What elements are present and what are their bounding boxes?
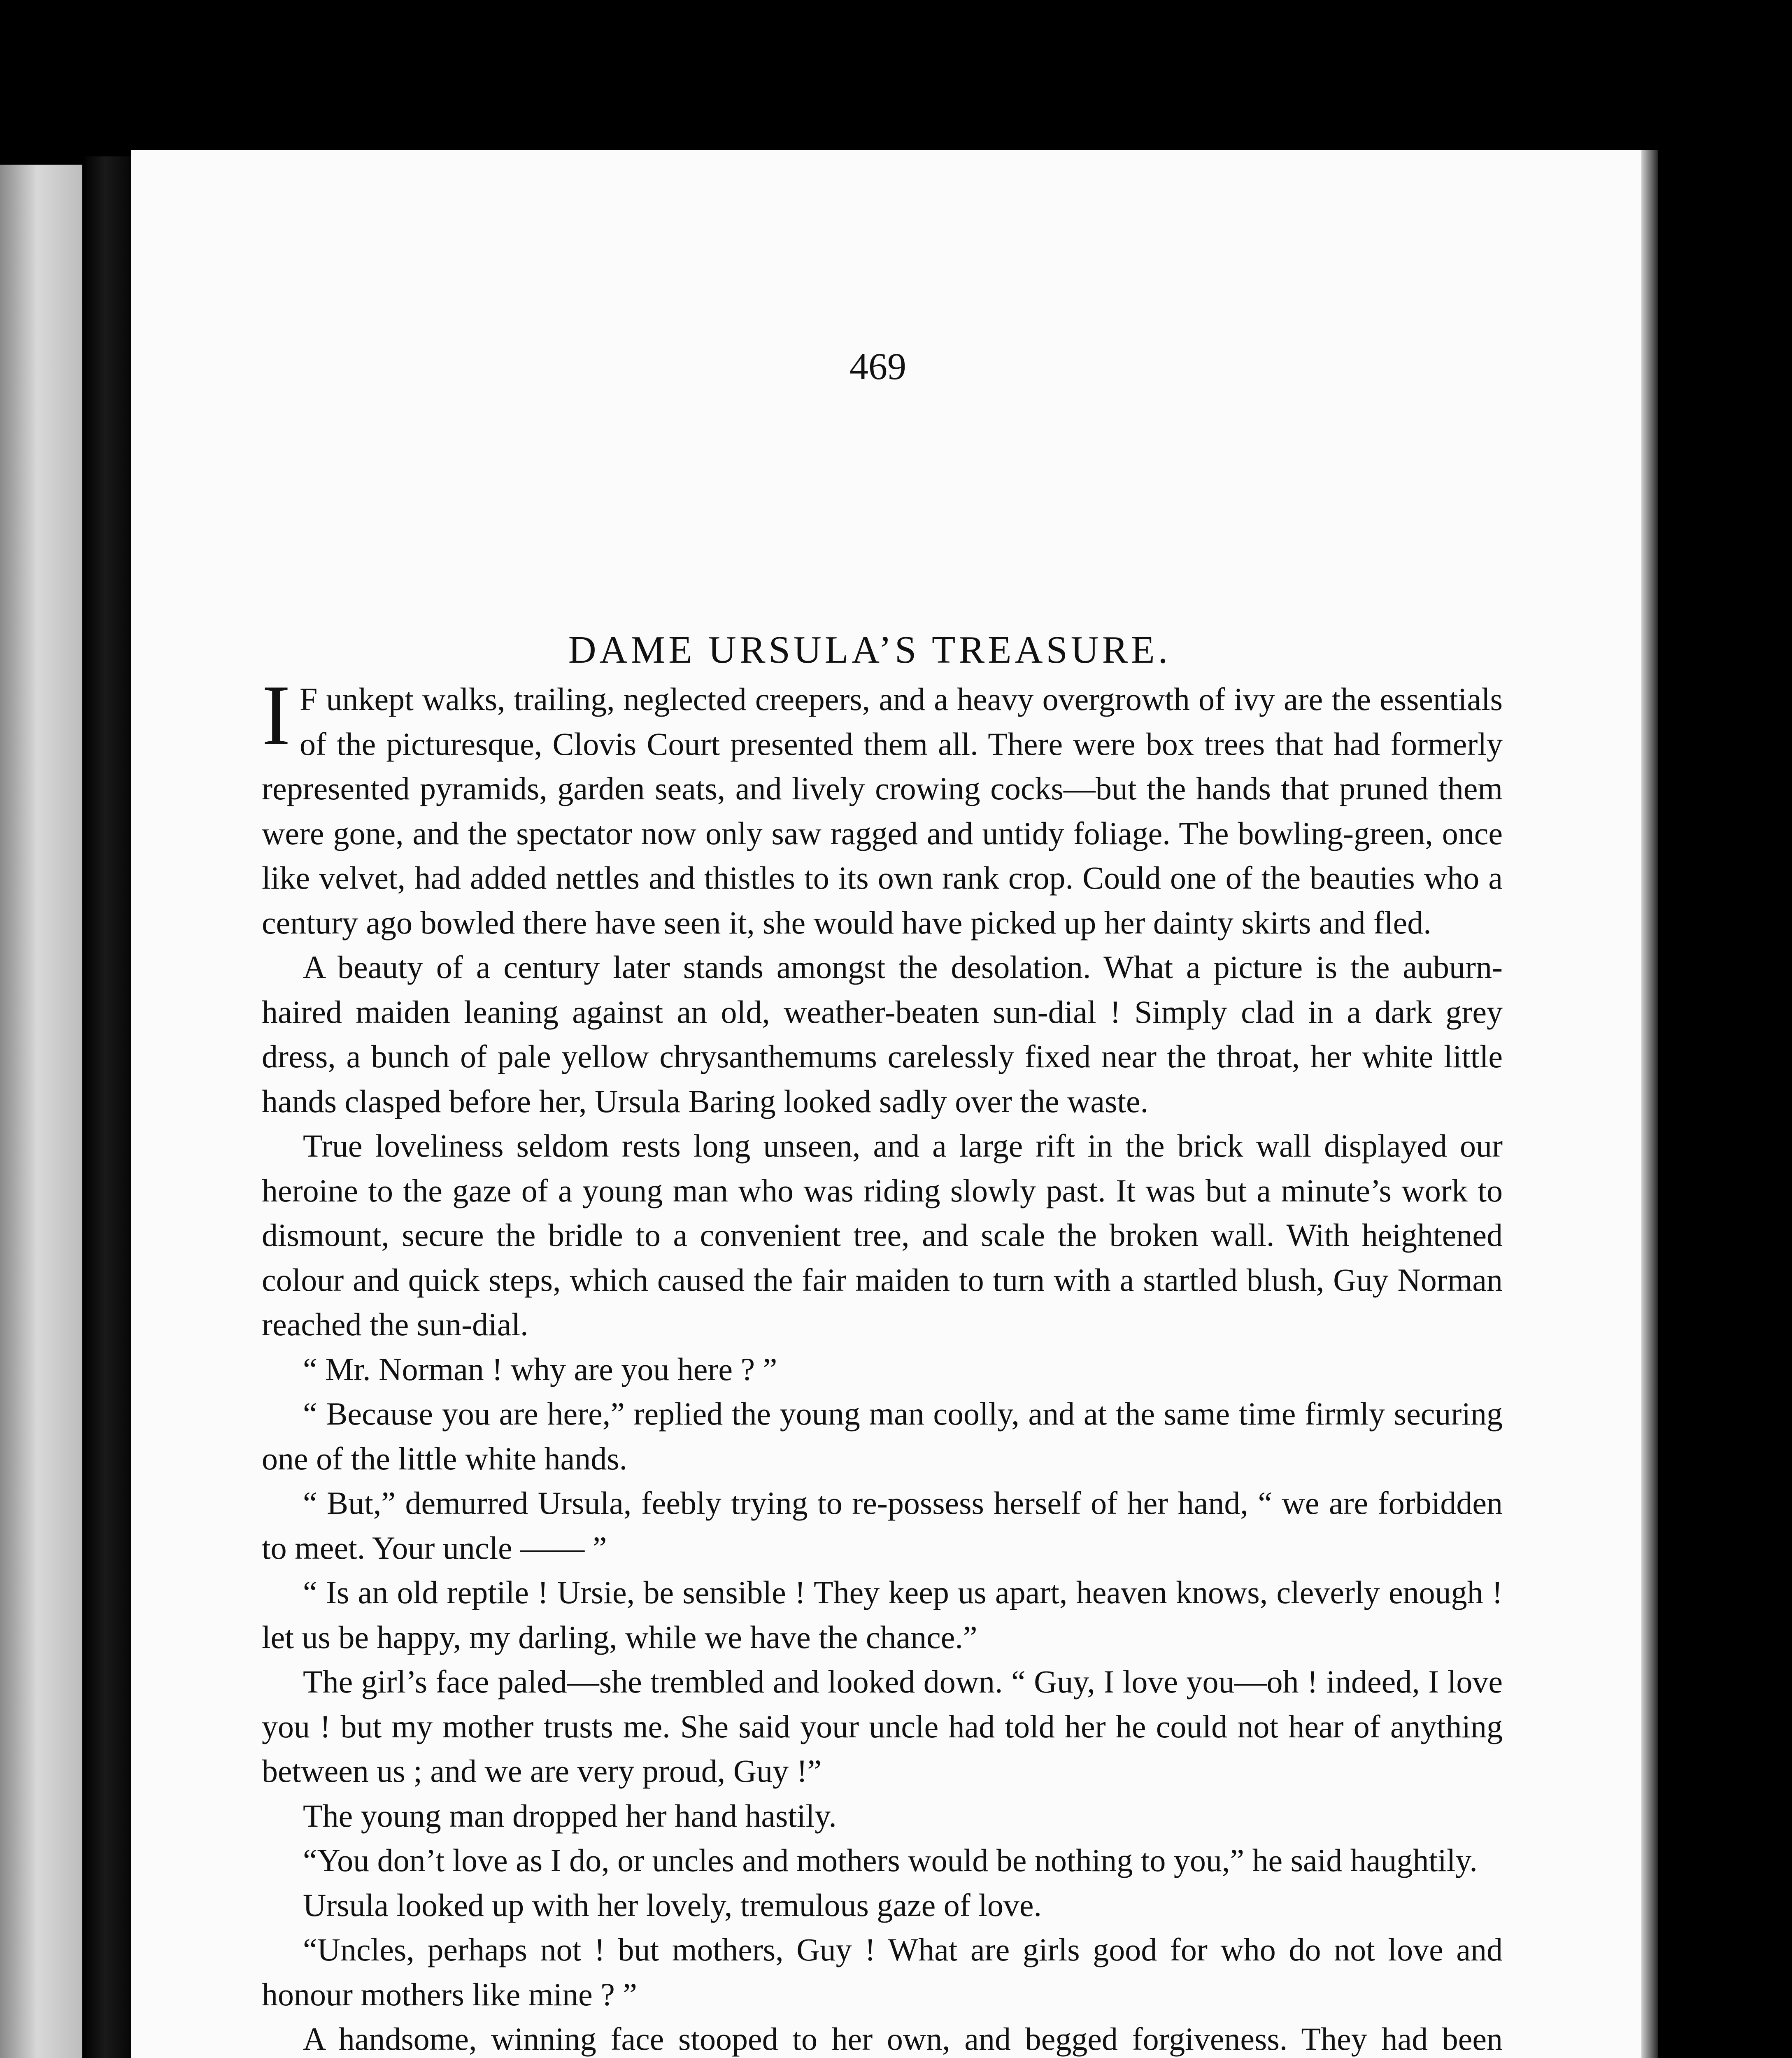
paragraph: “ But,” demurred Ursula, feebly trying to re-possess herself of her hand, “ we are forbidden to meet. Your uncle —— ” xyxy=(262,1485,1503,1566)
paragraph: “You don’t love as I do, or uncles and mothers would be nothing to you,” he said haughtily. xyxy=(303,1842,1478,1878)
page xyxy=(131,150,1641,2058)
paragraph: “ Because you are here,” replied the young man coolly, and at the same time firmly securing one of the little white hands. xyxy=(262,1396,1503,1476)
page-number: 469 xyxy=(849,345,906,387)
paragraph: “Uncles, perhaps not ! but mothers, Guy ! What are girls good for who do not love and honour mothers like mine ? ” xyxy=(262,1932,1503,2012)
paragraph: “ Is an old reptile ! Ursie, be sensible ! They keep us apart, heaven knows, cleverly enough ! let us be happy, my darling, while we have the chance.” xyxy=(262,1574,1503,1655)
page-right-edge xyxy=(1641,150,1658,2058)
paragraph: A handsome, winning face stooped to her own, and begged forgiveness. They had been xyxy=(303,2021,1503,2057)
story-title: DAME URSULA’S TREASURE. xyxy=(568,629,1171,671)
paragraph: “ Mr. Norman ! why are you here ? ” xyxy=(303,1351,777,1387)
paragraph: I F unkept walks, trailing, neglected creepers, and a heavy overgrowth of ivy are the essentials of the picturesque, Clovis Court presented them all. There were box trees that had formerly represented pyramids, garden seats, and lively crowing cocks—but the hands that pruned them were gone, and the spectator now only saw ragged and untidy foliage. The bowling-green, once like velvet, had added nettles and thistles to its own rank crop. Could one of the beauties who a century ago bowled there have seen it, she would have picked up her dainty skirts and fled. xyxy=(262,668,1503,941)
paragraph: The young man dropped her hand hastily. xyxy=(303,1797,837,1834)
drop-cap: I xyxy=(262,668,291,763)
story-body xyxy=(262,668,1503,2058)
paragraph: Ursula looked up with her lovely, tremulous gaze of love. xyxy=(303,1887,1042,1923)
paragraph: A beauty of a century later stands amongst the desolation. What a picture is the auburn-haired maiden leaning against an old, weather-beaten sun-dial ! Simply clad in a dark grey dress, a bunch of pale yellow chrysanthemums carelessly fixed near the throat, her white little hands clasped before her, Ursula Baring looked sadly over the waste. xyxy=(262,949,1503,1119)
paragraph: The girl’s face paled—she trembled and looked down. “ Guy, I love you—oh ! indeed, I love you ! but my mother trusts me. She said your uncle had told her he could not hear of anything between us ; and we are very proud, Guy !” xyxy=(262,1664,1503,1789)
facing-page-edge xyxy=(0,165,82,2058)
paragraph: True loveliness seldom rests long unseen, and a large rift in the brick wall displayed our heroine to the gaze of a young man who was riding slowly past. It was but a minute’s work to dismount, secure the bridle to a convenient tree, and scale the broken wall. With heightened colour and quick steps, which caused the fair maiden to turn with a startled blush, Guy Norman reached the sun-dial. xyxy=(262,1128,1503,1342)
